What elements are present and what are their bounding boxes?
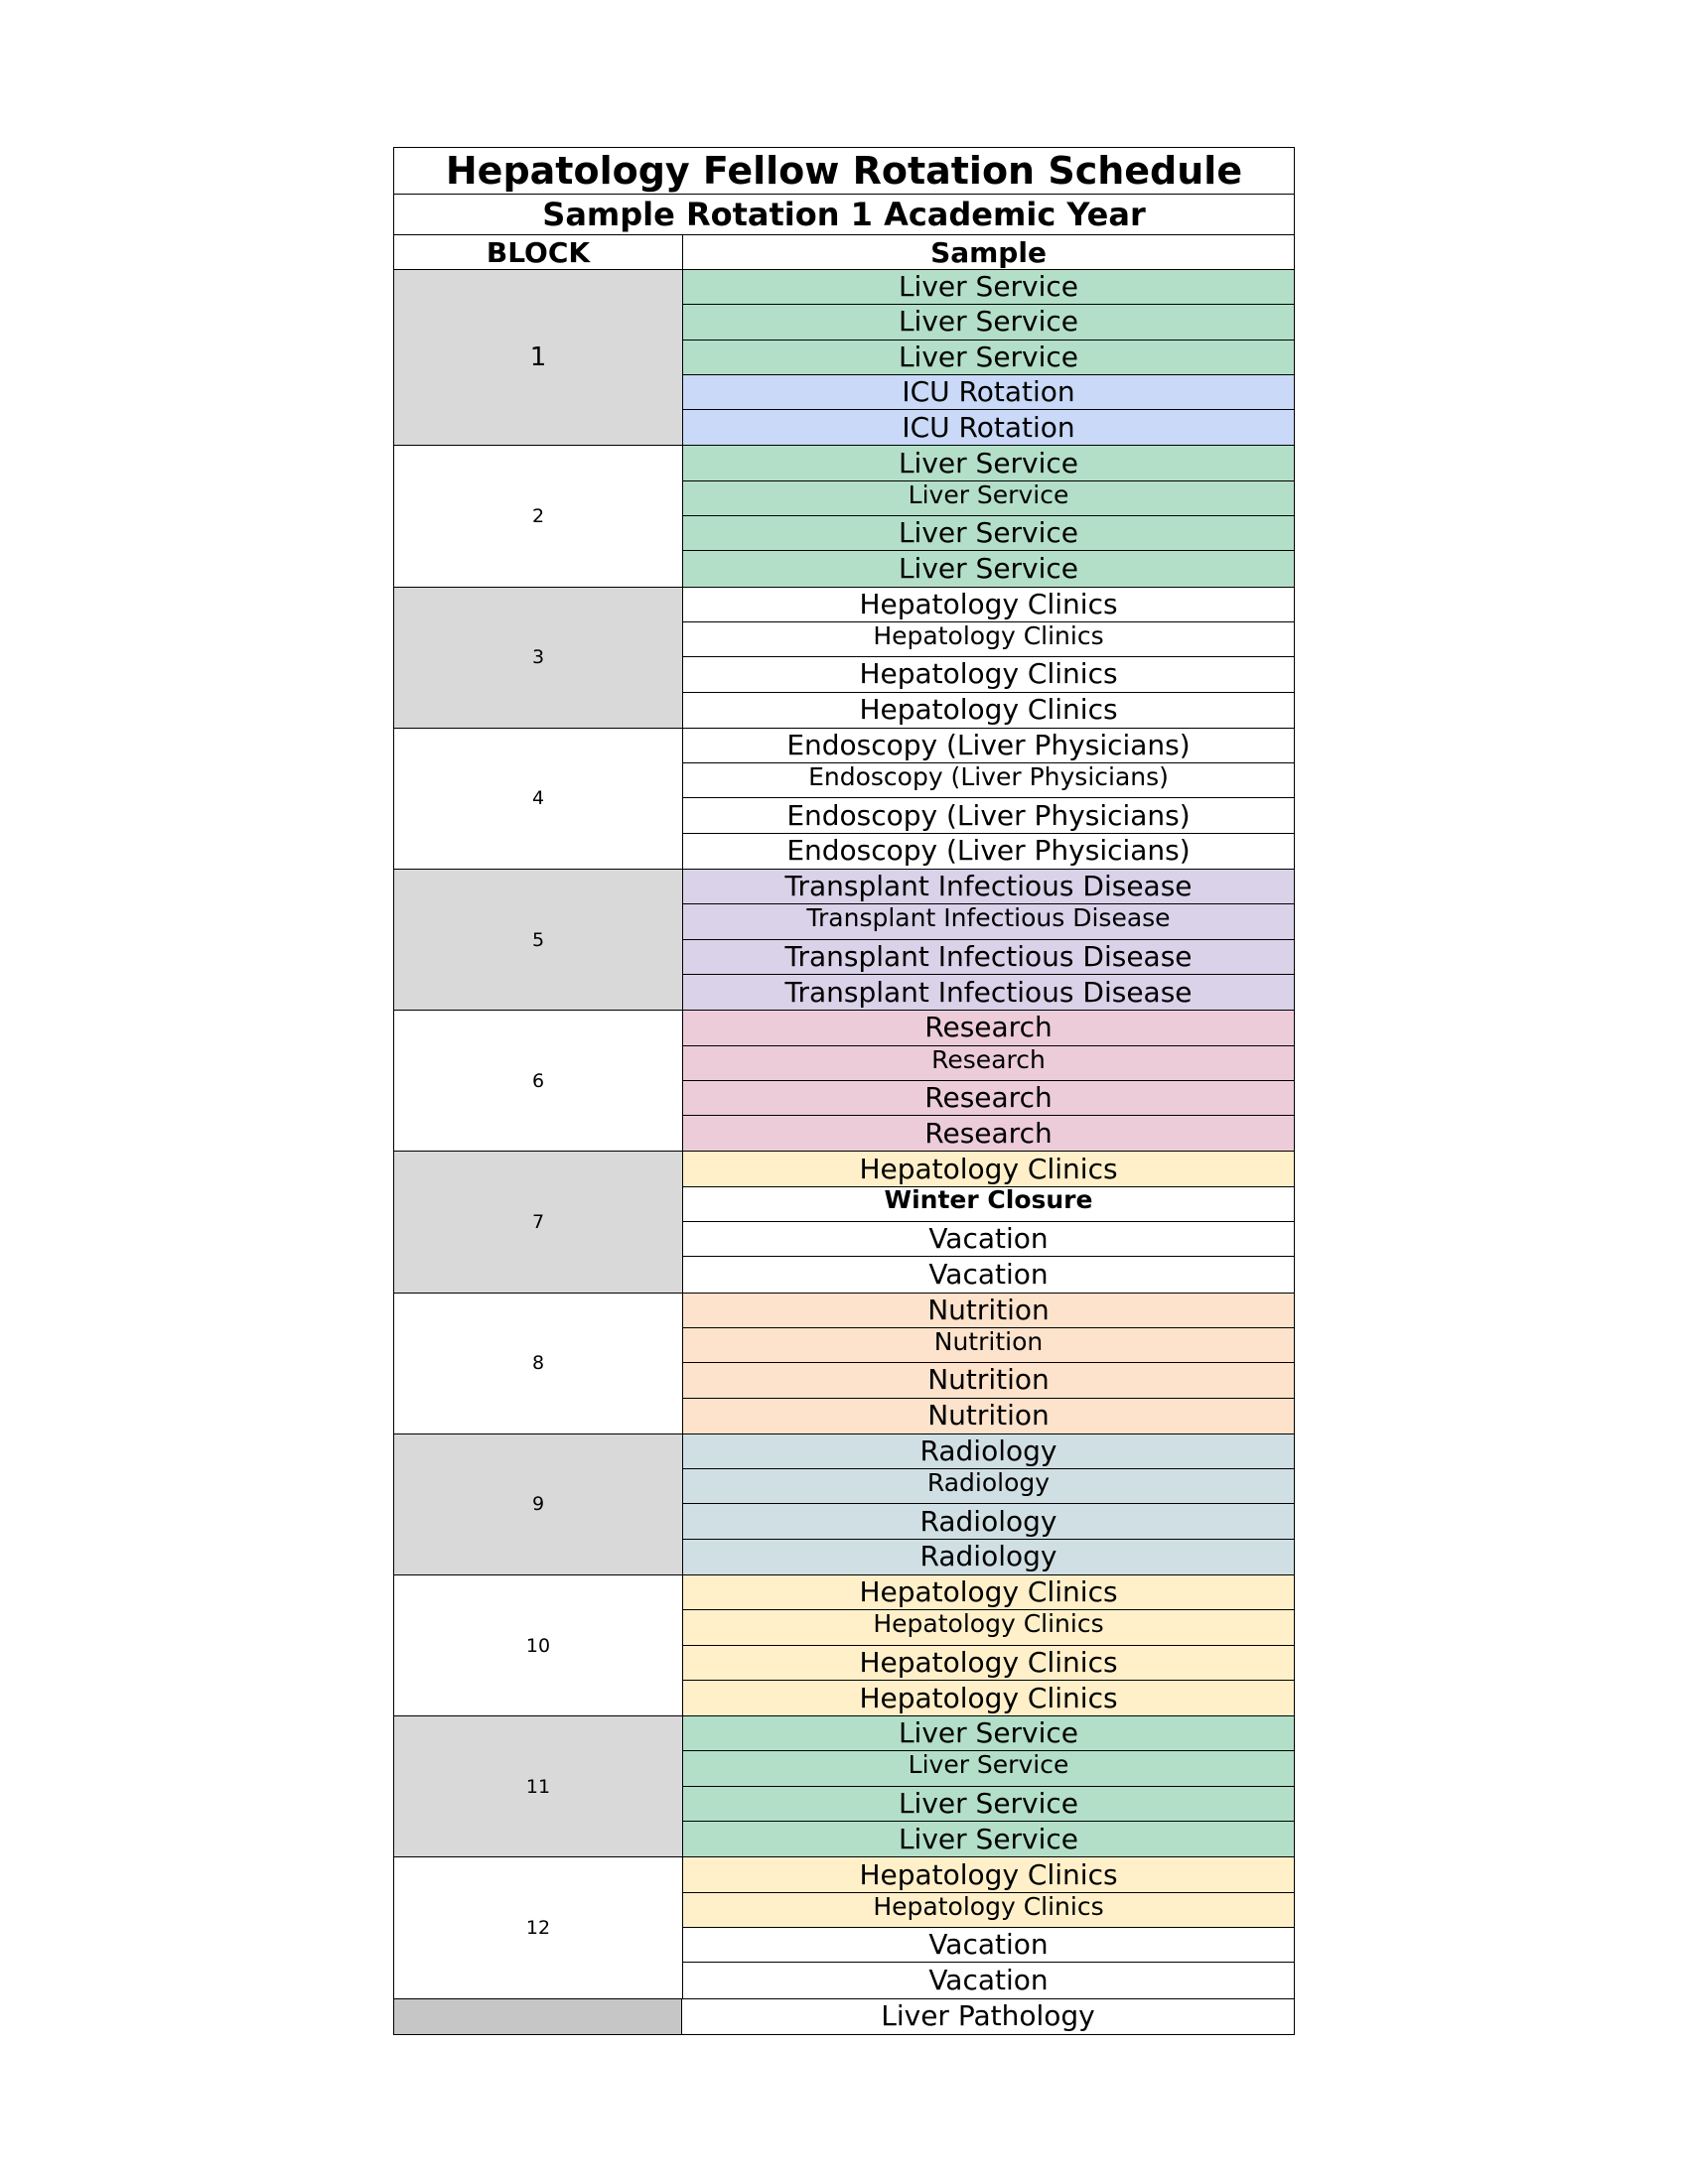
- block-number-cell: 8: [394, 1294, 683, 1433]
- rotation-cell: Radiology: [683, 1540, 1294, 1574]
- rotation-cell: Liver Service: [683, 341, 1294, 375]
- rotation-rows: [683, 1857, 1294, 1997]
- block-row-6: [393, 1011, 1295, 1152]
- column-header-row: [393, 235, 1295, 270]
- rotation-rows: [683, 1152, 1294, 1292]
- rotation-rows: [682, 1999, 1294, 2034]
- rotation-cell: Hepatology Clinics: [683, 1681, 1294, 1715]
- rotation-cell: Liver Pathology: [881, 1999, 1095, 2033]
- rotation-rows: [683, 1294, 1294, 1433]
- rotation-cell: Liver Service: [683, 481, 1294, 516]
- rotation-rows: [683, 870, 1294, 1010]
- block-row-1: [393, 270, 1295, 446]
- rotation-cell: Radiology: [683, 1434, 1294, 1469]
- block-row-final: [393, 1999, 1295, 2035]
- rotation-cell: Liver Service: [683, 446, 1294, 480]
- rotation-cell: ICU Rotation: [683, 410, 1294, 445]
- block-number-cell: 9: [394, 1434, 683, 1574]
- block-row-8: [393, 1294, 1295, 1434]
- rotation-cell: Vacation: [683, 1257, 1294, 1292]
- block-row-12: [393, 1857, 1295, 1998]
- rotation-cell: Vacation: [683, 1928, 1294, 1963]
- block-number-cell: 2: [394, 446, 683, 586]
- rotation-cell: Liver Service: [683, 1822, 1294, 1856]
- schedule-subtitle: Sample Rotation 1 Academic Year: [393, 195, 1295, 235]
- block-number-cell: 5: [394, 870, 683, 1010]
- block-list: [393, 270, 1295, 1999]
- rotation-cell: Transplant Infectious Disease: [683, 975, 1294, 1010]
- rotation-rows: [683, 1716, 1294, 1856]
- rotation-schedule-table: [393, 147, 1295, 2035]
- schedule-title: Hepatology Fellow Rotation Schedule: [393, 147, 1295, 195]
- rotation-rows: [683, 1575, 1294, 1715]
- rotation-cell: Hepatology Clinics: [683, 1610, 1294, 1645]
- rotation-cell: Winter Closure: [683, 1187, 1294, 1222]
- block-row-2: [393, 446, 1295, 587]
- rotation-cell: Hepatology Clinics: [683, 1575, 1294, 1610]
- rotation-cell: ICU Rotation: [683, 375, 1294, 410]
- rotation-cell: Hepatology Clinics: [683, 657, 1294, 692]
- block-row-4: [393, 729, 1295, 870]
- rotation-cell: Hepatology Clinics: [683, 622, 1294, 657]
- rotation-cell: Transplant Infectious Disease: [683, 870, 1294, 904]
- rotation-rows: [683, 270, 1294, 445]
- block-number-cell: 6: [394, 1011, 683, 1151]
- block-number-cell: 11: [394, 1716, 683, 1856]
- rotation-rows: [683, 446, 1294, 586]
- rotation-cell: Endoscopy (Liver Physicians): [683, 798, 1294, 833]
- block-number-cell: 1: [394, 270, 683, 445]
- rotation-cell: Nutrition: [683, 1328, 1294, 1363]
- rotation-cell: Hepatology Clinics: [683, 1152, 1294, 1186]
- rotation-cell: Hepatology Clinics: [683, 1893, 1294, 1928]
- rotation-cell: Liver Service: [683, 270, 1294, 305]
- rotation-cell: Hepatology Clinics: [683, 693, 1294, 728]
- block-row-10: [393, 1575, 1295, 1716]
- rotation-cell: Nutrition: [683, 1363, 1294, 1398]
- block-row-3: [393, 588, 1295, 729]
- rotation-cell: Nutrition: [683, 1294, 1294, 1328]
- block-number-cell: 3: [394, 588, 683, 728]
- rotation-rows: [683, 588, 1294, 728]
- block-number-cell: 10: [394, 1575, 683, 1715]
- rotation-cell: Radiology: [683, 1504, 1294, 1539]
- rotation-rows: [683, 1011, 1294, 1151]
- rotation-rows: [683, 729, 1294, 869]
- block-number-cell: [393, 1999, 682, 2034]
- rotation-cell: Liver Service: [683, 1787, 1294, 1822]
- block-row-11: [393, 1716, 1295, 1857]
- rotation-cell: Liver Service: [683, 516, 1294, 551]
- rotation-cell: Liver Service: [683, 1751, 1294, 1786]
- rotation-cell: Liver Service: [683, 305, 1294, 340]
- rotation-cell: Endoscopy (Liver Physicians): [683, 729, 1294, 763]
- rotation-cell: Hepatology Clinics: [683, 588, 1294, 622]
- rotation-cell: Research: [683, 1011, 1294, 1045]
- rotation-cell: Hepatology Clinics: [683, 1646, 1294, 1681]
- rotation-cell: Research: [683, 1116, 1294, 1151]
- block-number-cell: 7: [394, 1152, 683, 1292]
- block-number-cell: 4: [394, 729, 683, 869]
- rotation-cell: Transplant Infectious Disease: [683, 904, 1294, 939]
- rotation-cell: Vacation: [683, 1963, 1294, 1997]
- block-row-9: [393, 1434, 1295, 1575]
- rotation-cell: Nutrition: [683, 1399, 1294, 1433]
- rotation-cell: Liver Service: [683, 1716, 1294, 1751]
- rotation-cell: Transplant Infectious Disease: [683, 940, 1294, 975]
- rotation-cell: Radiology: [683, 1469, 1294, 1504]
- rotation-cell: Endoscopy (Liver Physicians): [683, 763, 1294, 798]
- rotation-cell: Research: [683, 1046, 1294, 1081]
- rotation-cell: Research: [683, 1081, 1294, 1116]
- block-row-5: [393, 870, 1295, 1011]
- rotation-cell: Vacation: [683, 1222, 1294, 1257]
- sample-column-header: Sample: [930, 235, 1047, 269]
- block-row-7: [393, 1152, 1295, 1293]
- rotation-cell: Liver Service: [683, 551, 1294, 586]
- rotation-cell: Endoscopy (Liver Physicians): [683, 834, 1294, 869]
- block-number-cell: 12: [394, 1857, 683, 1997]
- rotation-cell: Hepatology Clinics: [683, 1857, 1294, 1892]
- rotation-rows: [683, 1434, 1294, 1574]
- block-column-header: BLOCK: [394, 235, 683, 269]
